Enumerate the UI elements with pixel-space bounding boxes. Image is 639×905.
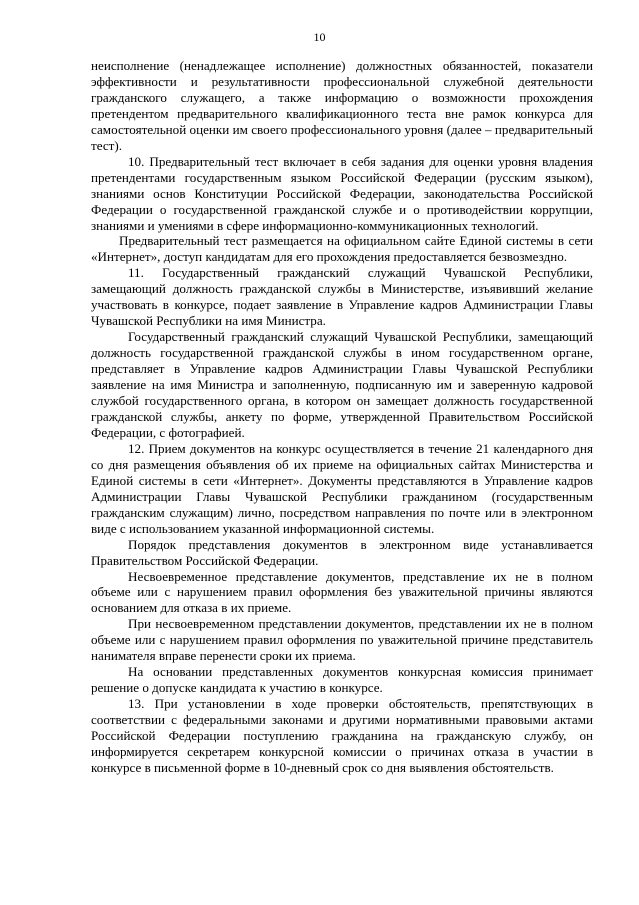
page-number: 10 (313, 30, 326, 44)
paragraph-item-11: 11. Государственный гражданский служащий Чувашской Республики, замещающий должность гражданской службы в Министерстве, изъявивший желание участвовать в конкурсе, подает заявление в Управление кадров Администрации Главы Чувашской Республики на имя Министра. (91, 265, 593, 329)
paragraph-valid-reason: При несвоевременном представлении документов, представлении их не в полном объеме или с нарушением правил оформления по уважительной причине представитель нанимателя вправе перенести сроки их приема. (91, 616, 593, 664)
paragraph-electronic-submission: Порядок представления документов в электронном виде устанавливается Правительством Российской Федерации. (91, 536, 593, 568)
paragraph-preliminary-test: Предварительный тест размещается на официальном сайте Единой системы в сети «Интернет», доступ кандидатам для его прохождения предоставляется безвозмездно. (91, 233, 593, 265)
paragraph-item-12: 12. Прием документов на конкурс осуществляется в течение 21 календарного дня со дня размещения объявления об их приеме на официальных сайтах Министерства и Единой системы в сети «Интернет». Документы представляются в Управление кадров Администрации Главы Чувашской Республики гражданином (государственным гражданским служащим) лично, посредством направления по почте или в электронном виде с использованием указанной информационной системы. (91, 440, 593, 536)
paragraph-continuation: неисполнение (ненадлежащее исполнение) должностных обязанностей, показатели эффективности и результативности профессиональной служебной деятельности гражданского служащего, а также информацию о возможности прохождения претендентом предварительного квалификационного теста вне рамок конкурса для самостоятельной оценки им своего профессионального уровня (далее – предварительный тест). (91, 58, 593, 153)
paragraph-item-10: 10. Предварительный тест включает в себя задания для оценки уровня владения претендентами государственным языком Российской Федерации (русским языком), знаниями основ Конституции Российской Федерации, законодательства Российской Федерации о государственной гражданской службе и о противодействии коррупции, знаниями и умениями в сфере информационно-коммуникационных технологий. (91, 153, 593, 233)
paragraph-commission-decision: На основании представленных документов конкурсная комиссия принимает решение о допуске кандидата к участию в конкурсе. (91, 664, 593, 696)
paragraph-other-agency-servant: Государственный гражданский служащий Чувашской Республики, замещающий должность государственной гражданской службы в ином государственном органе, представляет в Управление кадров Администрации Главы Чувашской Республики заявление на имя Министра и заполненную, подписанную им и заверенную кадровой службой государственного органа, в котором он замещает должность государственной гражданской службы, анкету по форме, утвержденной Правительством Российской Федерации, с фотографией. (91, 329, 593, 440)
paragraph-untimely-submission: Несвоевременное представление документов, представление их не в полном объеме или с нарушением правил оформления без уважительной причины являются основанием для отказа в их приеме. (91, 568, 593, 616)
document-body (91, 58, 593, 776)
paragraph-item-13: 13. При установлении в ходе проверки обстоятельств, препятствующих в соответствии с федеральными законами и другими нормативными правовыми актами Российской Федерации поступлению гражданина на гражданскую службу, он информируется секретарем конкурсной комиссии о причинах отказа в участии в конкурсе в письменной форме в 10-дневный срок со дня выявления обстоятельств. (91, 696, 593, 775)
